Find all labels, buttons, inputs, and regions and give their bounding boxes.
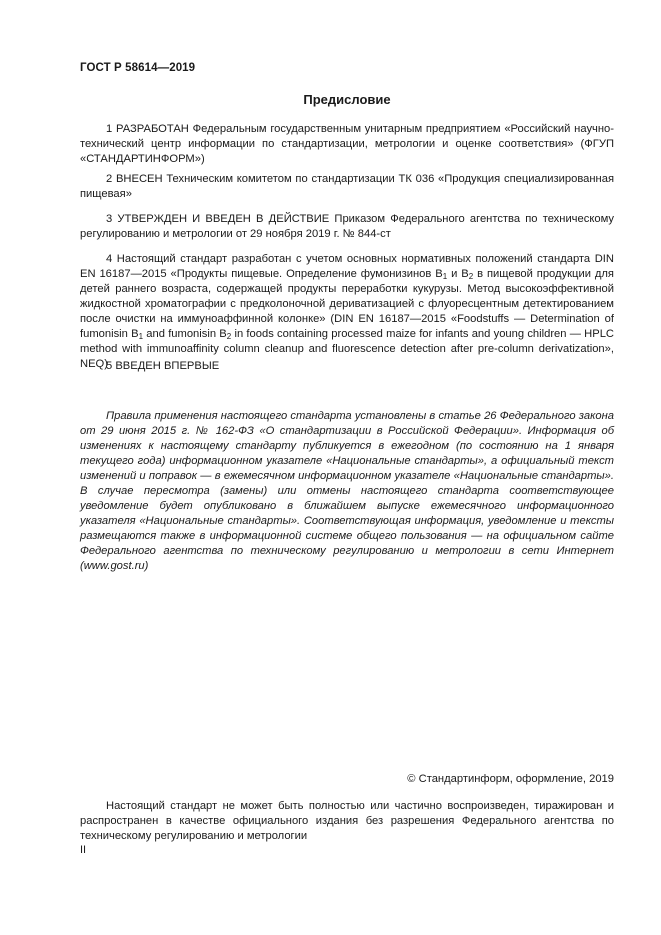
item-4-text-e: in foods containing processed maize for infants and young children — HPLC method with immunoaffinity column cleanup and fluorescence detection after pre-column derivatization», NEQ) [80, 328, 615, 370]
item-4-text-d: and fumonisin B [143, 328, 227, 340]
subscript: 1 [138, 332, 144, 341]
subscript: 2 [468, 272, 474, 281]
item-4-text-c: в пищевой продукции для детей раннего возраста, содержащей продукты переработки кукурузы. Метод высокоэффективной жидкостной хроматографии с предколоночной дериватизацией с флуоресцентным детектированием после очистки на иммуноаффинной колонке» (DIN EN 16187—2015 «Foodstuffs — Determination of fumonisin B [80, 268, 614, 340]
foreword-item-5: 5 ВВЕДЕН ВПЕРВЫЕ [106, 360, 220, 372]
legal-notice: Правила применения настоящего стандарта установлены в статье 26 Федерального закона от 29 июня 2015 г. № 162-ФЗ «О стандартизации в Российской Федерации». Информация об изменениях к настоящему стандарту публикуется в ежегодном (по состоянию на 1 января текущего года) информационном указателе «Национальные стандарты», а официальный текст изменений и поправок — в ежемесячном информационном указателе «Национальные стандарты». В случае пересмотра (замены) или отмены настоящего стандарта соответствующее уведомление будет опубликовано в ближайшем выпуске ежемесячного информационного указателя «Национальные стандарты». Соответствующая информация, уведомление и тексты размещаются также в информационной системе общего пользования — на официальном сайте Федерального агентства по техническому регулированию и метрологии в сети Интернет (www.gost.ru) [80, 410, 614, 572]
item-4-text-a: 4 Настоящий стандарт разработан с учетом основных нормативных положений стандарта DIN EN 16187—2015 «Продукты пищевые. Определение фумонизинов B [80, 253, 614, 280]
foreword-item-1: 1 РАЗРАБОТАН Федеральным государственным унитарным предприятием «Российский научно-технический центр информации по стандартизации, метрологии и оценке соответствия» (ФГУП «СТАНДАРТИНФОРМ») [80, 123, 614, 165]
item-4-text-b: и B [447, 268, 469, 280]
page-number: II [80, 844, 87, 856]
foreword-item-3: 3 УТВЕРЖДЕН И ВВЕДЕН В ДЕЙСТВИЕ Приказом Федерального агентства по техническому регулированию и метрологии от 29 ноября 2019 г. № 844-ст [80, 213, 614, 240]
foreword-item-2: 2 ВНЕСЕН Техническим комитетом по стандартизации ТК 036 «Продукция специализированная пищевая» [80, 173, 614, 200]
subscript: 2 [226, 332, 232, 341]
copyright-line: © Стандартинформ, оформление, 2019 [407, 773, 614, 785]
foreword-item-4 [80, 252, 614, 372]
subscript: 1 [442, 272, 448, 281]
standard-id-header: ГОСТ Р 58614—2019 [80, 62, 196, 74]
reproduction-notice: Настоящий стандарт не может быть полностью или частично воспроизведен, тиражирован и распространен в качестве официального издания без разрешения Федерального агентства по техническому регулированию и метрологии [80, 800, 614, 842]
page-title: Предисловие [303, 92, 391, 107]
